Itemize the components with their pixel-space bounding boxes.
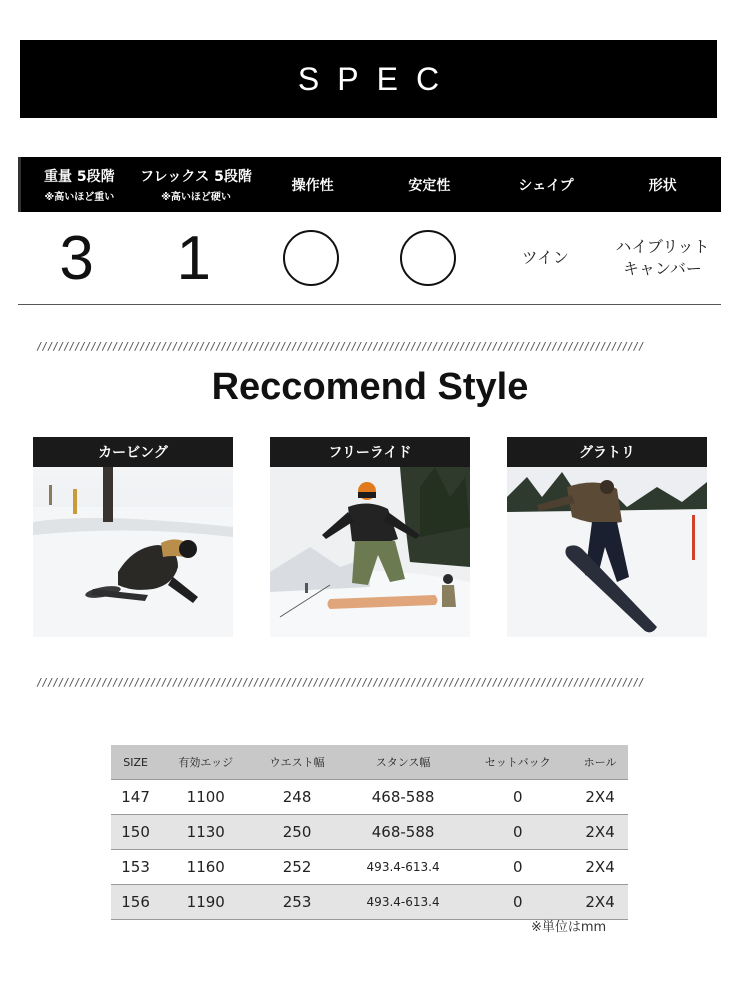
circle-mark-icon — [283, 230, 339, 286]
style-card-ground-tricks — [507, 437, 707, 637]
circle-mark-icon — [400, 230, 456, 286]
style-card-freeride — [270, 437, 470, 637]
spec-value-row — [18, 212, 721, 305]
table-row: 153 1160 252 493.4-613.4 0 2X4 — [111, 850, 628, 885]
header-waist-width: ウエスト幅 — [251, 745, 343, 780]
spec-header-shape: シェイプ — [518, 177, 574, 194]
table-row: 147 1100 248 468-588 0 2X4 — [111, 780, 628, 815]
header-effective-edge: 有効エッジ — [160, 745, 251, 780]
style-label: カービング — [33, 437, 233, 467]
style-label: グラトリ — [507, 437, 707, 467]
unit-note: ※単位はmm — [531, 920, 607, 935]
recommend-title: Reccomend Style — [211, 366, 529, 408]
table-row: 156 1190 253 493.4-613.4 0 2X4 — [111, 885, 628, 920]
style-card-carving — [33, 437, 233, 637]
spec-value-flex: 1 — [176, 223, 211, 293]
header-stance-width: スタンス幅 — [343, 745, 463, 780]
style-label: フリーライド — [270, 437, 470, 467]
spec-header-handling: 操作性 — [291, 177, 334, 194]
size-table — [111, 745, 628, 920]
spec-value-weight: 3 — [59, 223, 94, 293]
header-hole: ホール — [572, 745, 628, 780]
spec-value-profile: ハイブリット キャンバー — [615, 237, 710, 278]
freeride-photo — [270, 467, 470, 637]
spec-header-weight: 重量 5段階 ※高いほど重い — [44, 169, 115, 203]
spec-header-row — [18, 157, 721, 212]
spec-value-stability — [370, 212, 487, 304]
carving-photo — [33, 467, 233, 637]
spec-value-shape: ツイン — [521, 248, 569, 267]
spec-table — [18, 157, 721, 305]
header-size: SIZE — [111, 745, 160, 780]
slash-divider: //////////////////////////////////////////////////////////////////////////////////////////////////////////////// — [36, 676, 644, 689]
spec-banner — [20, 40, 717, 118]
spec-header-stability: 安定性 — [408, 177, 451, 194]
spec-title: SPEC — [297, 60, 458, 97]
spec-header-flex: フレックス 5段階 ※高いほど硬い — [140, 169, 252, 203]
table-row: 150 1130 250 468-588 0 2X4 — [111, 815, 628, 850]
size-table-header — [111, 745, 628, 780]
header-setback: セットバック — [463, 745, 572, 780]
spec-header-profile: 形状 — [648, 177, 677, 194]
spec-value-handling — [252, 212, 369, 304]
slash-divider: //////////////////////////////////////////////////////////////////////////////////////////////////////////////// — [36, 340, 644, 353]
ground-tricks-photo — [507, 467, 707, 637]
